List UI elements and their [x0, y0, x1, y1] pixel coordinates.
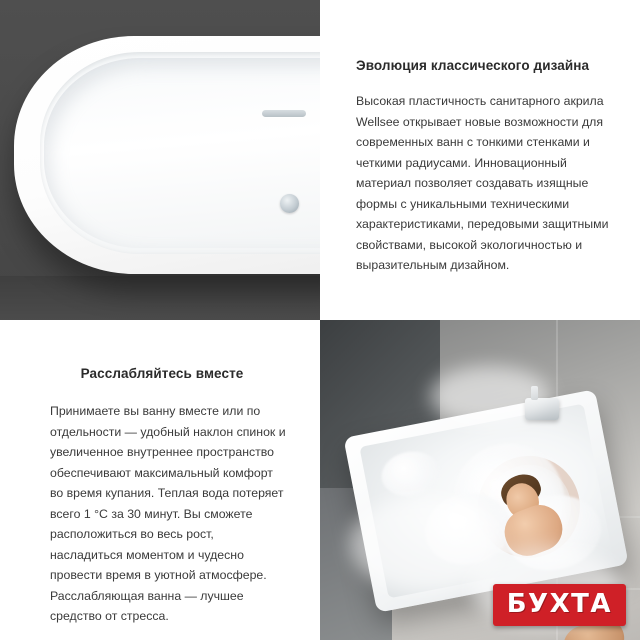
bottom-section-body: Принимаете вы ванну вместе или по отдельности — удобный наклон спинок и увеличенное внутреннее пространство обеспечивают максимальный комфорт во время купания. Теплая вода потеряет всего 1 °C за 30 минут. Вы сможете расположиться во весь рост, насладиться моментом и чудесно провести время в уютной атмосфере. Расслабляющая ванна — лучшее средство от стресса.: [50, 404, 286, 623]
steam-haze: [430, 366, 550, 426]
bathtub-photo: [0, 0, 320, 320]
bottom-text-block: [0, 320, 320, 640]
top-section-title: Эволюция классического дизайна: [356, 58, 590, 73]
bathtub-shape: [14, 36, 320, 274]
top-section-body: Высокая пластичность санитарного акрила Wellsee открывает новые возможности для современных ванн с тонкими стенками и четкими радиусами. Инновационный материал позволяет создавать изящные формы с уникальными техническими характеристиками, передовыми защитными свойствами, высокой экологичностью и выразительным дизайном.: [356, 94, 609, 272]
couple-in-bath-photo: [320, 320, 640, 640]
drain-icon: [280, 194, 299, 213]
watermark-label: БУХТА: [506, 589, 612, 619]
photo-floor: [0, 276, 320, 320]
bottom-section-title: Расслабляйтесь вместе: [80, 366, 244, 381]
watermark-badge: [493, 584, 626, 626]
top-text-block: [320, 0, 640, 320]
overflow-slot-icon: [262, 110, 306, 117]
bottom-section: [0, 320, 640, 640]
bathtub-rim-shadow: [44, 58, 320, 248]
